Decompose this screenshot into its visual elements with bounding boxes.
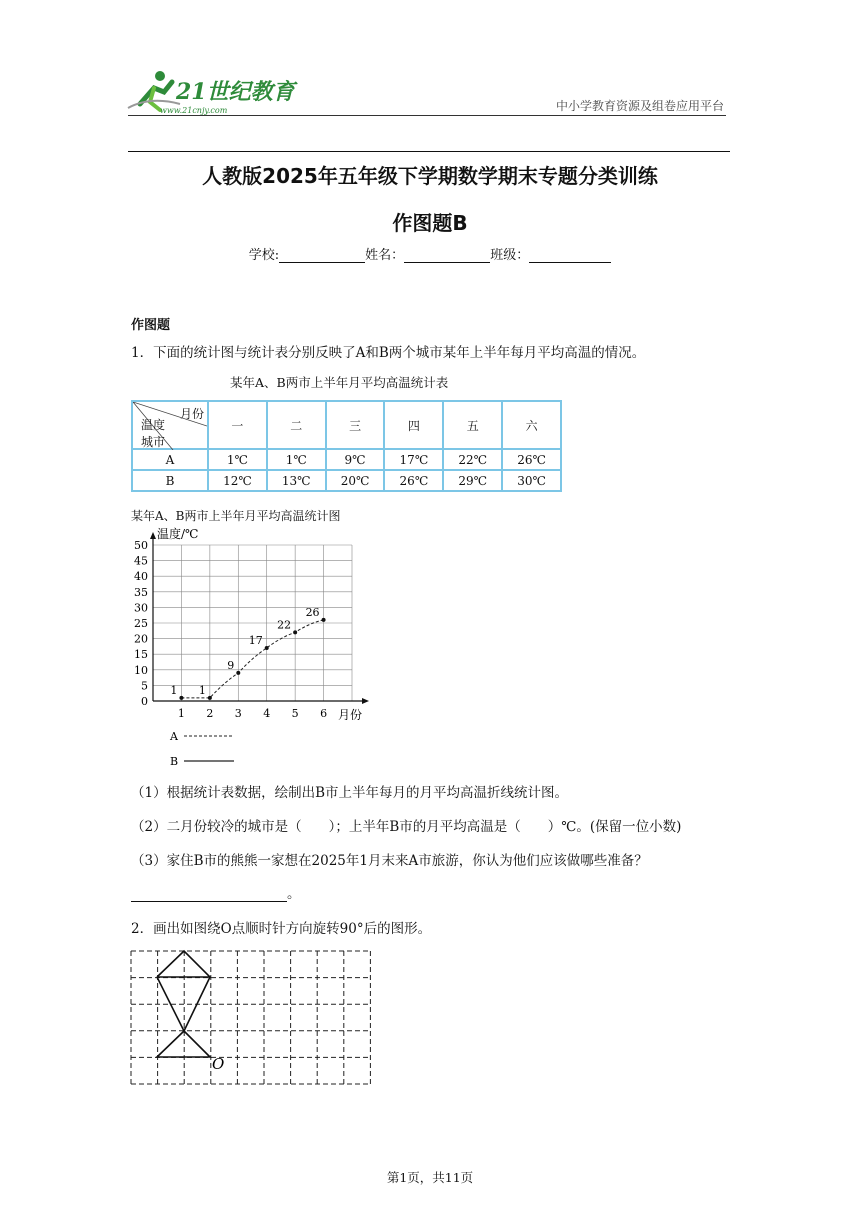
x-tick-label: 1 <box>177 707 185 720</box>
school-blank[interactable] <box>279 248 365 263</box>
value-cell: 20℃ <box>326 470 385 491</box>
value-cell: 17℃ <box>384 449 443 470</box>
chart-title: 某年A、B两市上半年月平均高温统计图 <box>131 509 341 523</box>
table-row <box>132 449 561 470</box>
page-footer: 第1页，共11页 <box>386 1170 474 1185</box>
data-label: 17 <box>248 633 263 647</box>
y-tick-label: 0 <box>141 695 148 708</box>
data-label: 22 <box>277 618 292 632</box>
student-info <box>0 244 860 263</box>
data-point <box>322 618 326 622</box>
x-axis-label: 月份 <box>338 708 363 722</box>
name-label: 姓名： <box>365 248 405 263</box>
value-cell: 13℃ <box>267 470 326 491</box>
corner-temp: 温度 <box>141 418 166 432</box>
x-tick-labels <box>178 707 327 720</box>
section-title: 作图题 <box>131 318 171 333</box>
corner-month: 月份 <box>179 407 204 421</box>
data-point <box>236 671 240 675</box>
answer-end: 。 <box>287 886 301 902</box>
data-label: 9 <box>227 658 235 672</box>
q1-sub1: （1）根据统计表数据，绘制出B市上半年每月的月平均高温折线统计图。 <box>131 785 569 801</box>
dashed-grid <box>131 951 370 1084</box>
y-tick-label: 25 <box>134 617 148 630</box>
q1-sub3: （3）家住B市的熊熊一家想在2025年1月末来A市旅游，你认为他们应该做哪些准备？ <box>131 853 648 869</box>
data-label: 1 <box>198 683 206 697</box>
table-row <box>132 470 561 491</box>
y-axis-arrow <box>150 532 156 539</box>
month-header: 五 <box>443 401 502 449</box>
x-tick-label: 5 <box>291 707 299 720</box>
class-label: 班级： <box>490 248 530 263</box>
y-tick-label: 35 <box>134 585 148 599</box>
y-tick-labels <box>134 539 148 708</box>
city-cell: A <box>132 449 208 470</box>
data-label: 26 <box>305 605 320 619</box>
y-axis-label: 温度/℃ <box>157 527 199 541</box>
corner-city: 城市 <box>141 435 166 449</box>
q1-answer-line <box>131 882 301 902</box>
header-divider <box>128 115 726 116</box>
value-cell: 22℃ <box>443 449 502 470</box>
x-tick-label: 2 <box>206 707 214 720</box>
month-header: 六 <box>502 401 561 449</box>
temperature-line-chart <box>126 522 386 770</box>
q2-text: 2．画出如图绕O点顺时针方向旋转90°后的图形。 <box>131 921 432 937</box>
month-header: 三 <box>326 401 385 449</box>
month-header: 一 <box>208 401 267 449</box>
q1-text: 1．下面的统计图与统计表分别反映了A和B两个城市某年上半年每月平均高温的情况。 <box>131 345 646 361</box>
runner-icon <box>128 71 180 110</box>
name-blank[interactable] <box>404 248 490 263</box>
y-tick-label: 5 <box>141 679 148 693</box>
rotation-grid-figure <box>126 945 378 1090</box>
data-point <box>265 646 269 650</box>
y-tick-label: 50 <box>134 539 148 552</box>
y-tick-label: 15 <box>134 648 148 662</box>
city-cell: B <box>132 470 208 491</box>
x-tick-label: 4 <box>263 707 271 720</box>
data-label: 1 <box>170 683 178 697</box>
value-cell: 30℃ <box>502 470 561 491</box>
chart-grid <box>153 545 352 701</box>
series-a-line <box>170 606 325 700</box>
y-tick-label: 40 <box>134 570 148 584</box>
platform-name: 中小学教育资源及组卷应用平台 <box>555 99 724 113</box>
answer-blank[interactable] <box>131 887 287 902</box>
class-blank[interactable] <box>529 248 611 263</box>
y-tick-label: 10 <box>134 663 148 677</box>
data-point <box>208 696 212 700</box>
table-corner <box>132 401 208 449</box>
x-tick-label: 6 <box>320 707 328 720</box>
q1-sub2: （2）二月份较冷的城市是（ ）；上半年B市的月平均高温是（ ）℃。(保留一位小数) <box>131 819 682 835</box>
table-title: 某年A、B两市上半年月平均高温统计表 <box>230 375 449 390</box>
value-cell: 9℃ <box>326 449 385 470</box>
logo <box>120 66 300 116</box>
x-tick-label: 3 <box>234 707 242 720</box>
y-tick-label: 45 <box>134 554 148 568</box>
value-cell: 26℃ <box>502 449 561 470</box>
value-cell: 12℃ <box>208 470 267 491</box>
logo-text: 21世纪教育 <box>176 79 295 105</box>
legend-b-label: B <box>170 755 179 768</box>
y-tick-label: 20 <box>134 632 148 646</box>
value-cell: 1℃ <box>208 449 267 470</box>
value-cell: 29℃ <box>443 470 502 491</box>
legend-a-label: A <box>170 730 178 743</box>
point-o-label: O <box>212 1055 225 1073</box>
chart-axes <box>150 532 369 704</box>
page-subtitle: 作图题B <box>392 211 468 235</box>
school-label: 学校: <box>248 248 280 263</box>
month-header: 二 <box>267 401 326 449</box>
value-cell: 1℃ <box>267 449 326 470</box>
title-divider <box>128 151 730 152</box>
month-header: 四 <box>384 401 443 449</box>
data-point <box>179 696 183 700</box>
y-tick-label: 30 <box>134 601 148 615</box>
x-axis-arrow <box>362 698 369 704</box>
logo-url: www.21cnjy.com <box>160 106 228 115</box>
temperature-table <box>131 400 562 492</box>
value-cell: 26℃ <box>384 470 443 491</box>
page-title: 人教版2025年五年级下学期数学期末专题分类训练 <box>202 164 658 188</box>
data-point <box>293 630 297 634</box>
